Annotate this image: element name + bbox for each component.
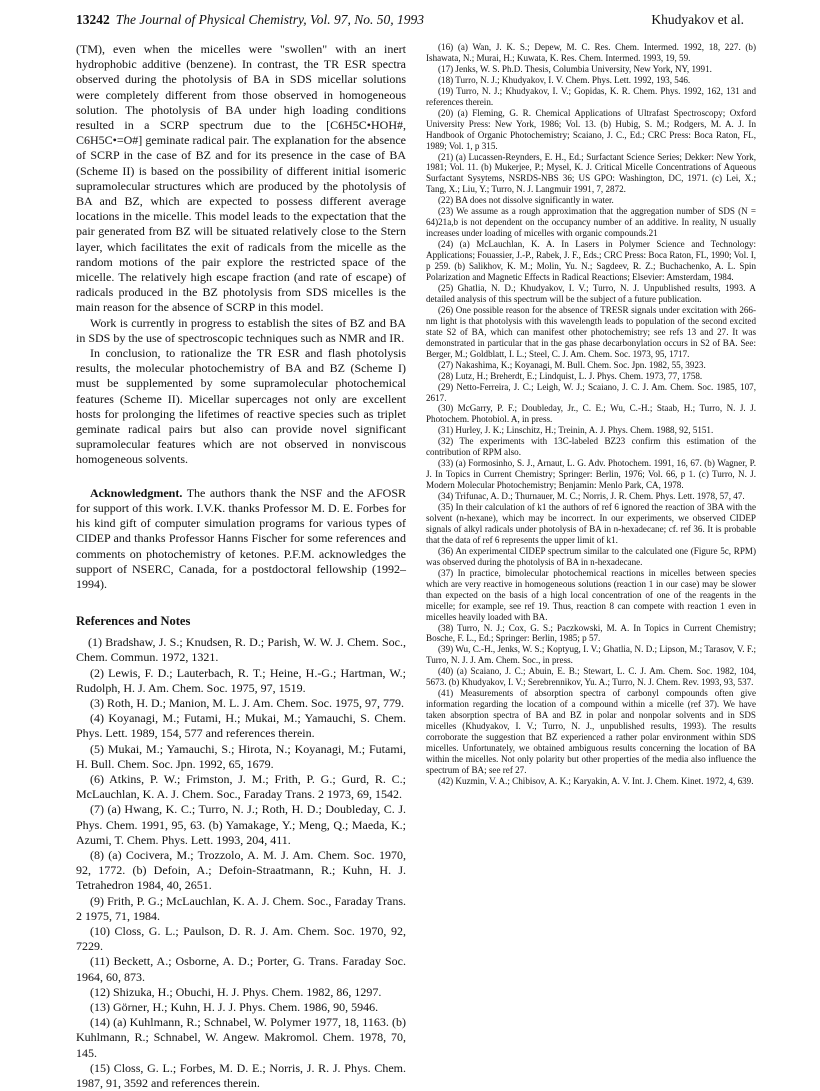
reference-item: (4) Koyanagi, M.; Futami, H.; Mukai, M.; Yamauchi, S. Chem. Phys. Lett. 1989, 154, 577 and references therein. xyxy=(76,711,406,741)
reference-item: (38) Turro, N. J.; Cox, G. S.; Paczkowski, M. A. In Topics in Current Chemistry; Bosche, F. L., Ed.; Springer: Berlin, 1985; p 57. xyxy=(426,622,756,644)
acknowledgment-label: Acknowledgment. xyxy=(90,485,183,500)
reference-item: (34) Trifunac, A. D.; Thurnauer, M. C.; Norris, J. R. Chem. Phys. Lett. 1978, 57, 47. xyxy=(438,491,745,502)
reference-item: (22) BA does not dissolve significantly in water. xyxy=(438,195,614,206)
reference-item: (8) (a) Cocivera, M.; Trozzolo, A. M. J. Am. Chem. Soc. 1970, 92, 1772. (b) Defoin, A.; Defoin-Straatmann, R.; Kuhn, H. J. Tetrahedron 1984, 40, 2651. xyxy=(76,847,406,893)
reference-item: (20) (a) Fleming, G. R. Chemical Applications of Ultrafast Spectroscopy; Oxford University Press: New York, 1986; Vol. 13. (b) Hubig, S. M.; Rodgers, M. A. J. In Handbook of Organic Photochemistry; Scaiano, J. C., Ed.; CRC Press: Boca Raton, FL, 1989; Vol. 1, p 315. xyxy=(426,107,756,151)
reference-item: (13) Görner, H.; Kuhn, H. J. J. Phys. Chem. 1986, 90, 5946. xyxy=(90,999,379,1014)
body-paragraph: In conclusion, to rationalize the TR ESR and flash photolysis results, the molecular photochemistry of BA and BZ (Scheme I) must be supplemented by some supramolecular photochemical features (Scheme II). Micellar supercages not only are excellent hosts for prolonging the lifetimes of reactive species such as triplet geminate radical pairs but also can provide novel significant supramolecular features which are not observed in nonviscous homogeneous solvents. xyxy=(76,346,406,467)
reference-item: (17) Jenks, W. S. Ph.D. Thesis, Columbia University, New York, NY, 1991. xyxy=(438,63,712,74)
reference-item: (39) Wu, C.-H., Jenks, W. S.; Koptyug, I. V.; Ghatlia, N. D.; Lipson, M.; Tarasov, V. F.; Turro, N. J. J. Am. Chem. Soc., in press. xyxy=(426,644,756,666)
reference-item: (7) (a) Hwang, K. C.; Turro, N. J.; Roth, H. D.; Doubleday, C. J. Phys. Chem. 1991, 95, 63. (b) Yamakage, Y.; Meng, Q.; Maeda, K.; Azumi, T. Chem. Phys. Lett. 1993, 204, 411. xyxy=(76,802,406,847)
body-paragraph: Work is currently in progress to establish the sites of BZ and BA in SDS by the use of spectroscopic techniques such as NMR and IR. xyxy=(76,315,406,345)
reference-item: (25) Ghatlia, N. D.; Khudyakov, I. V.; Turro, N. J. Unpublished results, 1993. A detailed analysis of this spectrum will be the subject of a future publication. xyxy=(426,282,756,304)
reference-item: (10) Closs, G. L.; Paulson, D. R. J. Am. Chem. Soc. 1970, 92, 7229. xyxy=(76,923,406,954)
references-heading: References and Notes xyxy=(76,614,191,629)
reference-item: (36) An experimental CIDEP spectrum similar to the calculated one (Figure 5c, RPM) was observed during the photolysis of BA in n-hexadecane. xyxy=(426,545,756,567)
acknowledgment xyxy=(76,486,406,592)
reference-item: (42) Kuzmin, V. A.; Chibisov, A. K.; Karyakin, A. V. Int. J. Chem. Kinet. 1972, 4, 639. xyxy=(438,775,754,786)
reference-item: (27) Nakashima, K.; Koyanagi, M. Bull. Chem. Soc. Jpn. 1982, 55, 3923. xyxy=(438,359,706,370)
running-header xyxy=(76,12,744,32)
body-paragraph: (TM), even when the micelles were "swollen" with an inert hydrophobic additive (benzene). In contrast, the TR ESR spectra observed during the photolysis of BA in SDS micellar solutions were completely different from those observed in homogeneous solution. The photolysis of BA under high loading conditions resulted in a SCRP spectrum due to the [C6H5C•HOH#, C6H5C•=O#] geminate radical pair. The explanation for the absence of SCRP in the case of BZ and for its presence in the case of BA (Scheme II) is based on the possibility of different initial isomeric supramolecular structures which are produced by the photolysis of BA and BZ, which are expected to possess different average locations in the micelle. This model leads to the expectation that the pair generated from BZ will be situated relatively close to the Stern layer, which facilitates the exit of radicals from the micelle as the random motions of the pair explore the restricted space of the micelle. The relatively high escape fraction (and rate of escape) of radicals produced in the BZ photolysis from SDS micelles is the main reason for the absence of SCRP in this model. xyxy=(76,42,406,315)
reference-item: (18) Turro, N. J.; Khudyakov, I. V. Chem. Phys. Lett. 1992, 193, 546. xyxy=(438,74,691,85)
reference-item: (3) Roth, H. D.; Manion, M. L. J. Am. Chem. Soc. 1975, 97, 779. xyxy=(90,695,404,710)
reference-item: (41) Measurements of absorption spectra of carbonyl compounds often give information regarding the location of a compound within a micelle (ref 37). We have taken absorption spectra of BA and BZ in polar and nonpolar solvents and in SDS micelles (Khudyakov, I. V.; Turro, N. J., unpublished results, 1993). The results corroborate the suggestion that BZ experienced a rather polar environment within SDS micelles. Unfortunately, we obtained ambiguous results concerning the location of BA within the micelles. Not only polarity but other properties of the media also influence the spectrum of BA; see ref 27. xyxy=(426,688,756,775)
reference-item: (19) Turro, N. J.; Khudyakov, I. V.; Gopidas, K. R. Chem. Phys. 1992, 162, 131 and references therein. xyxy=(426,85,756,107)
reference-item: (40) (a) Scaiano, J. C.; Abuin, E. B.; Stewart, L. C. J. Am. Chem. Soc. 1982, 104, 5673. (b) Khudyakov, I. V.; Serebrennikov, Yu. A.; Turro, N. J. Chem. Rev. 1993, 93, 537. xyxy=(426,666,756,688)
reference-item: (28) Lutz, H.; Breherdt, E.; Lindquist, L. J. Phys. Chem. 1973, 77, 1758. xyxy=(438,370,703,381)
reference-item: (11) Beckett, A.; Osborne, A. D.; Porter, G. Trans. Faraday Soc. 1964, 60, 873. xyxy=(76,954,406,984)
reference-item: (24) (a) McLauchlan, K. A. In Lasers in Polymer Science and Technology: Applications; Fouassier, J.-P., Rabek, J. F., Eds.; CRC Press: Boca Raton, FL, 1990; Vol. I, p 259. (b) Salikhov, K. M.; Molin, Yu. N.; Sagdeev, R. Z.; Buchachenko, A. L. Spin Polarization and Magnetic Effects in Radical Reactions; Elsevier: Amsterdam, 1984. xyxy=(426,239,756,283)
reference-item: (5) Mukai, M.; Yamauchi, S.; Hirota, N.; Koyanagi, M.; Futami, H. Bull. Chem. Soc. Jpn. 1992, 65, 1679. xyxy=(76,741,406,771)
reference-item: (14) (a) Kuhlmann, R.; Schnabel, W. Polymer 1977, 18, 1163. (b) Kuhlmann, R.; Schnabel, W. Angew. Makromol. Chem. 1978, 70, 145. xyxy=(76,1015,406,1060)
reference-item: (32) The experiments with 13C-labeled BZ23 confirm this estimation of the contribution of RPM also. xyxy=(426,436,756,458)
journal-citation: The Journal of Physical Chemistry, Vol. 97, No. 50, 1993 xyxy=(115,12,424,27)
reference-item: (2) Lewis, F. D.; Lauterbach, R. T.; Heine, H.-G.; Hartman, W.; Rudolph, H. J. Am. Chem. Soc. 1975, 97, 1519. xyxy=(76,665,406,695)
reference-item: (16) (a) Wan, J. K. S.; Depew, M. C. Res. Chem. Intermed. 1992, 18, 227. (b) Ishawata, N.; Murai, H.; Kuwata, K. Res. Chem. Intermed. 1993, 19, 59. xyxy=(426,42,756,63)
reference-item: (6) Atkins, P. W.; Frimston, J. M.; Frith, P. G.; Gurd, R. C.; McLauchlan, K. A. J. Chem. Soc., Faraday Trans. 2 1973, 69, 1542. xyxy=(76,771,406,802)
acknowledgment-text: The authors thank the NSF and the AFOSR for support of this work. I.V.K. thanks Professor M. D. E. Forbes for his kind gift of computer simulation programs for various types of CIDEP and thanks Professor Hanns Fischer for some references and comments on photochemistry of ketones. P.F.M. acknowledges the support of NSERC, Canada, for a postdoctoral fellowship (1992–1994). xyxy=(76,485,406,591)
page-number: 13242 xyxy=(76,12,110,27)
left-column xyxy=(76,42,406,1091)
reference-item: (37) In practice, bimolecular photochemical reactions in micelles between species which are very reactive in homogeneous solutions (reaction 1 in our case) may be slower than expected on the basis of a high local concentration of one of the reagents in the micelle; for example, see ref 19. Thus, reaction 8 can compete with reaction 1 even in micelles heavily loaded with BA. xyxy=(426,567,756,622)
reference-item: (26) One possible reason for the absence of TRESR signals under excitation with 266-nm light is that photolysis with this wavelength leads to population of the second excited state S2 of BA, which can manifest other photochemistry; see refs 13 and 27. It was demonstrated in particular that in the gas phase decarbonylation occurs in S2 of BA. See: Berger, M.; Goldblatt, I. L.; Steel, C. J. Am. Chem. Soc. 1973, 95, 1717. xyxy=(426,304,756,359)
reference-item: (31) Hurley, J. K.; Linschitz, H.; Treinin, A. J. Phys. Chem. 1988, 92, 5151. xyxy=(438,425,714,436)
reference-item: (30) McGarry, P. F.; Doubleday, Jr., C. E.; Wu, C.-H.; Staab, H.; Turro, N. J. J. Photochem. Photobiol. A, in press. xyxy=(426,403,756,425)
reference-item: (12) Shizuka, H.; Obuchi, H. J. Phys. Chem. 1982, 86, 1297. xyxy=(90,984,382,999)
reference-item: (35) In their calculation of k1 the authors of ref 6 ignored the reaction of 3BA with the solvent (n-hexane), which may be incorrect. In our experiments, we observed CIDEP signals of alkyl radicals under photolysis of BA in n-hexadecane; cf. ref 36. It is probable that the data of ref 6 represents the upper limit of k1. xyxy=(426,502,756,545)
reference-item: (23) We assume as a rough approximation that the aggregation number of SDS (N = 64)21a,b is not dependent on the occupancy number of an additive. In reality, N usually increases under loading of micelles with organic compounds.21 xyxy=(426,206,756,239)
references-list-left xyxy=(76,635,406,1091)
reference-item: (9) Frith, P. G.; McLauchlan, K. A. J. Chem. Soc., Faraday Trans. 2 1975, 71, 1984. xyxy=(76,893,406,923)
running-authors: Khudyakov et al. xyxy=(651,12,744,27)
references-list-right xyxy=(426,42,756,787)
reference-item: (33) (a) Formosinho, S. J., Arnaut, L. G. Adv. Photochem. 1991, 16, 67. (b) Wagner, P. J. In Topics in Current Chemistry; Springer: Berlin, 1976; Vol. 66, p 1. (c) Turro, N. J. Modern Molecular Photochemistry; Benjamin: Menlo Park, CA, 1978. xyxy=(426,458,756,491)
reference-item: (15) Closs, G. L.; Forbes, M. D. E.; Norris, J. R. J. Phys. Chem. 1987, 91, 3592 and references therein. xyxy=(76,1060,406,1090)
reference-item: (29) Netto-Ferreira, J. C.; Leigh, W. J.; Scaiano, J. C. J. Am. Chem. Soc. 1985, 107, 2617. xyxy=(426,381,756,403)
reference-item: (21) (a) Lucassen-Reynders, E. H., Ed.; Surfactant Science Series; Dekker: New York, 1981; Vol. 11. (b) Mukerjee, P.; Mysel, K. J. Critical Micelle Concentrations of Aqueous Surfactant Sysytems, NSRDS-NBS 36; US GPO: Washington, DC, 1971. (c) Lei, X.; Tang, X.; Liu, Y.; Turro, N. J. Langmuir 1991, 7, 2872. xyxy=(426,151,756,195)
right-column xyxy=(426,42,756,787)
reference-item: (1) Bradshaw, J. S.; Knudsen, R. D.; Parish, W. W. J. Chem. Soc., Chem. Commun. 1972, 1321. xyxy=(76,635,406,665)
